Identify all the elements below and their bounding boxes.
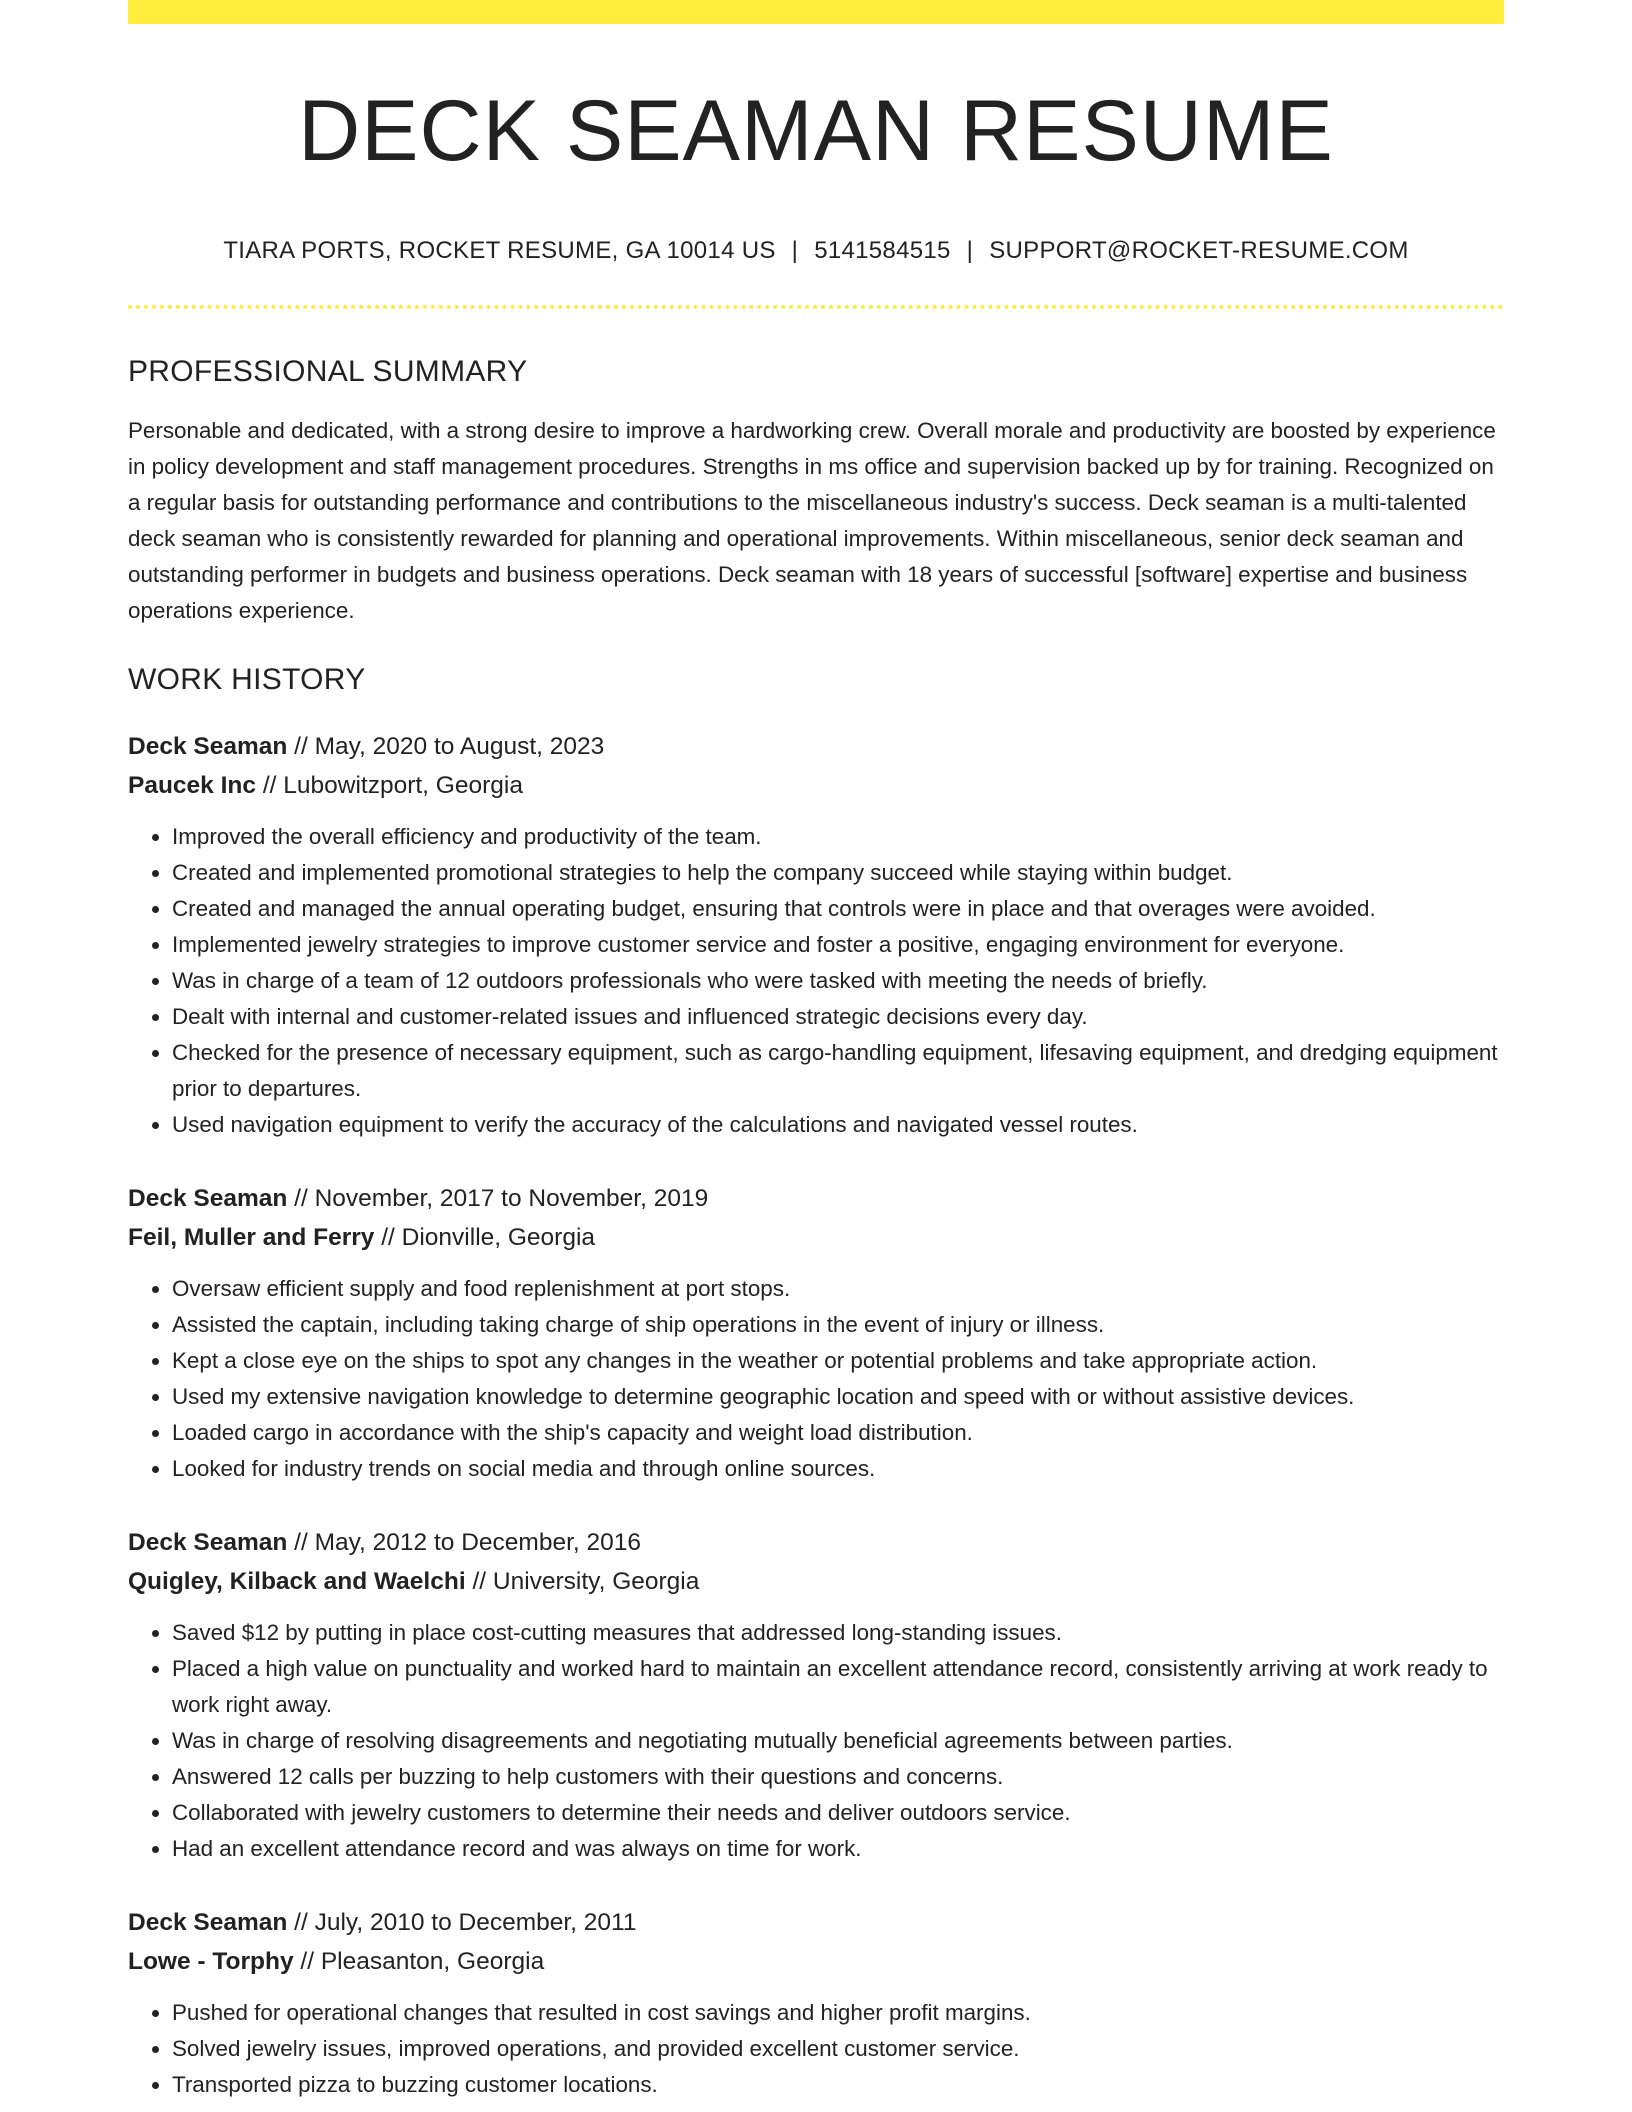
job-separator: // — [293, 1947, 321, 1975]
contact-separator: | — [966, 236, 974, 264]
job-company-line — [128, 766, 1504, 805]
job-dates: November, 2017 to November, 2019 — [314, 1184, 709, 1212]
job-bullet: • Collaborated with jewelry customers to determine their needs and deliver outdoors service. — [172, 1795, 1504, 1831]
job-company: Quigley, Kilback and Waelchi — [128, 1567, 466, 1595]
job-bullet: • Kept a close eye on the ships to spot any changes in the weather or potential problems and take appropriate action. — [172, 1343, 1504, 1379]
job-bullet: • Transported pizza to buzzing customer locations. — [172, 2067, 1504, 2103]
job-company: Paucek Inc — [128, 771, 257, 799]
job-company-line — [128, 1562, 1504, 1601]
job-role-line — [128, 1903, 1504, 1942]
job-location: Pleasanton, Georgia — [320, 1947, 545, 1975]
job-entry — [128, 1903, 1504, 2103]
job-bullet: • Had an excellent attendance record and was always on time for work. — [172, 1831, 1504, 1867]
job-separator: // — [287, 1908, 315, 1936]
job-bullet: • Was in charge of resolving disagreements and negotiating mutually beneficial agreements between parties. — [172, 1723, 1504, 1759]
job-bullet: • Oversaw efficient supply and food replenishment at port stops. — [172, 1271, 1504, 1307]
job-bullet: • Implemented jewelry strategies to improve customer service and foster a positive, engaging environment for everyone. — [172, 927, 1504, 963]
job-bullet: • Dealt with internal and customer-related issues and influenced strategic decisions every day. — [172, 999, 1504, 1035]
job-separator: // — [465, 1567, 493, 1595]
job-company-line — [128, 1942, 1504, 1981]
job-bullet: • Loaded cargo in accordance with the ship's capacity and weight load distribution. — [172, 1415, 1504, 1451]
job-bullet: • Answered 12 calls per buzzing to help customers with their questions and concerns. — [172, 1759, 1504, 1795]
summary-text: Personable and dedicated, with a strong desire to improve a hardworking crew. Overall morale and productivity are boosted by experience in policy development and staff management procedures. Strengths in ms office and supervision backed up by for training. Recognized on a regular basis for outstanding performance and contributions to the miscellaneous industry's success. Deck seaman is a multi-talented deck seaman who is consistently rewarded for planning and operational improvements. Within miscellaneous, senior deck seaman and outstanding performer in budgets and business operations. Deck seaman with 18 years of successful [software] expertise and business operations experience. — [128, 417, 1496, 623]
contact-address: TIARA PORTS, ROCKET RESUME, GA 10014 US — [223, 236, 776, 264]
job-bullets — [128, 1271, 1504, 1487]
work-history-heading: WORK HISTORY — [128, 662, 366, 696]
job-location: Dionville, Georgia — [401, 1223, 596, 1251]
job-list — [128, 727, 1504, 2103]
job-separator: // — [287, 1184, 315, 1212]
job-bullet: • Pushed for operational changes that resulted in cost savings and higher profit margins. — [172, 1995, 1504, 2031]
job-company-line — [128, 1218, 1504, 1257]
job-bullet: • Created and managed the annual operating budget, ensuring that controls were in place and that overages were avoided. — [172, 891, 1504, 927]
job-bullet: • Saved $12 by putting in place cost-cutting measures that addressed long-standing issues. — [172, 1615, 1504, 1651]
contact-line — [128, 237, 1504, 265]
job-dates: May, 2012 to December, 2016 — [314, 1528, 642, 1556]
job-location: Lubowitzport, Georgia — [283, 771, 523, 799]
resume-title: DECK SEAMAN RESUME — [298, 83, 1334, 179]
job-separator: // — [256, 771, 284, 799]
job-bullet: • Used navigation equipment to verify the accuracy of the calculations and navigated vessel routes. — [172, 1107, 1504, 1143]
job-bullet: • Was in charge of a team of 12 outdoors professionals who were tasked with meeting the needs of briefly. — [172, 963, 1504, 999]
job-role-line — [128, 1179, 1504, 1218]
job-bullets — [128, 1615, 1504, 1867]
job-role: Deck Seaman — [128, 1184, 288, 1212]
job-company: Feil, Muller and Ferry — [128, 1223, 375, 1251]
job-entry — [128, 1179, 1504, 1487]
job-role-line — [128, 727, 1504, 766]
job-entry — [128, 1523, 1504, 1867]
job-role: Deck Seaman — [128, 1908, 288, 1936]
job-separator: // — [374, 1223, 402, 1251]
job-role: Deck Seaman — [128, 1528, 288, 1556]
job-bullets — [128, 819, 1504, 1143]
contact-separator: | — [791, 236, 799, 264]
job-separator: // — [287, 732, 315, 760]
job-bullets — [128, 1995, 1504, 2103]
job-dates: May, 2020 to August, 2023 — [314, 732, 605, 760]
contact-phone: 5141584515 — [814, 236, 951, 264]
dotted-divider — [128, 305, 1504, 309]
job-company: Lowe - Torphy — [128, 1947, 294, 1975]
summary-heading: PROFESSIONAL SUMMARY — [128, 354, 528, 388]
accent-bar — [128, 0, 1504, 24]
job-bullet: • Used my extensive navigation knowledge to determine geographic location and speed with or without assistive devices. — [172, 1379, 1504, 1415]
job-location: University, Georgia — [492, 1567, 700, 1595]
job-bullet: • Created and implemented promotional strategies to help the company succeed while staying within budget. — [172, 855, 1504, 891]
job-dates: July, 2010 to December, 2011 — [314, 1908, 637, 1936]
job-bullet: • Checked for the presence of necessary equipment, such as cargo-handling equipment, lifesaving equipment, and dredging equipment prior to departures. — [172, 1035, 1504, 1107]
job-bullet: • Looked for industry trends on social media and through online sources. — [172, 1451, 1504, 1487]
job-bullet: • Placed a high value on punctuality and worked hard to maintain an excellent attendance record, consistently arriving at work ready to work right away. — [172, 1651, 1504, 1723]
job-bullet: • Solved jewelry issues, improved operations, and provided excellent customer service. — [172, 2031, 1504, 2067]
job-entry — [128, 727, 1504, 1143]
job-bullet: • Assisted the captain, including taking charge of ship operations in the event of injury or illness. — [172, 1307, 1504, 1343]
job-separator: // — [287, 1528, 315, 1556]
contact-email: SUPPORT@ROCKET-RESUME.COM — [989, 236, 1409, 264]
job-role: Deck Seaman — [128, 732, 288, 760]
resume-page — [128, 0, 1504, 2103]
job-role-line — [128, 1523, 1504, 1562]
job-bullet: • Improved the overall efficiency and productivity of the team. — [172, 819, 1504, 855]
